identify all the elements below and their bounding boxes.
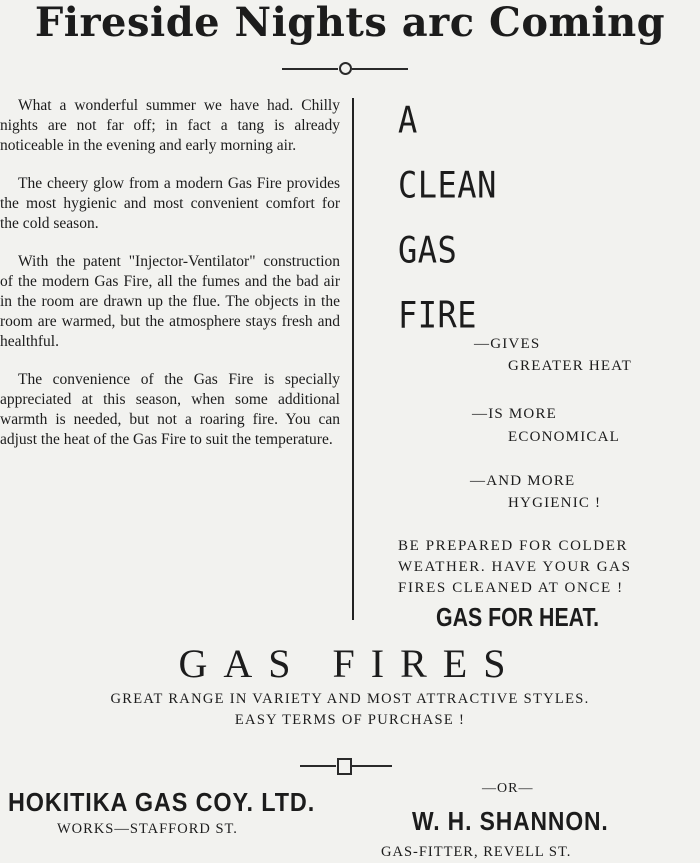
gas-fires-banner-title: GAS FIRES xyxy=(178,641,522,686)
claim-economical: ECONOMICAL xyxy=(508,429,620,445)
stack-word-clean: CLEAN xyxy=(398,163,497,207)
banner-line-terms: EASY TERMS OF PURCHASE ! xyxy=(234,712,466,728)
claim-and-more-label: —AND MORE xyxy=(470,473,576,489)
gas-for-heat-slogan: GAS FOR HEAT. xyxy=(436,602,600,632)
claim-hygienic: HYGIENIC ! xyxy=(508,495,602,511)
paragraph-convenience: The convenience of the Gas Fire is specially appreciated at this season, when some additional warmth is needed, but not a roaring fire. You can adjust the heat of the Gas Fire to suit the temperature. xyxy=(0,371,340,448)
stack-word-a: A xyxy=(398,98,418,142)
claim-is-more-label: —IS MORE xyxy=(472,406,558,422)
headline: Fireside Nights arc Coming xyxy=(34,0,666,46)
prepared-line-2: WEATHER. HAVE YOUR GAS xyxy=(398,559,632,575)
or-separator: —OR— xyxy=(482,781,534,796)
prepared-line-3: FIRES CLEANED AT ONCE ! xyxy=(398,580,624,596)
paragraph-cheery-glow: The cheery glow from a modern Gas Fire provides the most hygienic and most convenient comfort for the cold season. xyxy=(0,175,340,232)
paragraph-summer: What a wonderful summer we have had. Chilly nights are not far off; in fact a tang is already noticeable in the evening and early morning air. xyxy=(0,97,340,154)
headline-ornament-rule xyxy=(282,62,408,76)
banner-subtext xyxy=(0,689,700,731)
claim-greater-heat: GREATER HEAT xyxy=(508,358,632,374)
footer-ornament-rule xyxy=(300,758,392,774)
company-works-address: WORKS—STAFFORD ST. xyxy=(57,821,238,837)
fitter-address: GAS-FITTER, REVELL ST. xyxy=(381,844,572,860)
column-divider xyxy=(352,98,354,620)
fitter-name: W. H. SHANNON. xyxy=(412,806,609,836)
stack-word-fire: FIRE xyxy=(398,293,478,337)
banner-line-range: GREAT RANGE IN VARIETY AND MOST ATTRACTIVE STYLES. xyxy=(110,691,590,707)
paragraph-injector-ventilator: With the patent "Injector-Ventilator" construction of the modern Gas Fire, all the fumes and the bad air in the room are drawn up the flue. The objects in the room are warmed, but the atmosphere stays fresh and healthful. xyxy=(0,253,340,350)
be-prepared-notice xyxy=(398,536,700,599)
company-name: HOKITIKA GAS COY. LTD. xyxy=(8,787,316,817)
stack-word-gas: GAS xyxy=(398,228,458,272)
claim-gives-label: —GIVES xyxy=(474,336,541,352)
prepared-line-1: BE PREPARED FOR COLDER xyxy=(398,538,629,554)
left-article-column xyxy=(0,96,340,468)
